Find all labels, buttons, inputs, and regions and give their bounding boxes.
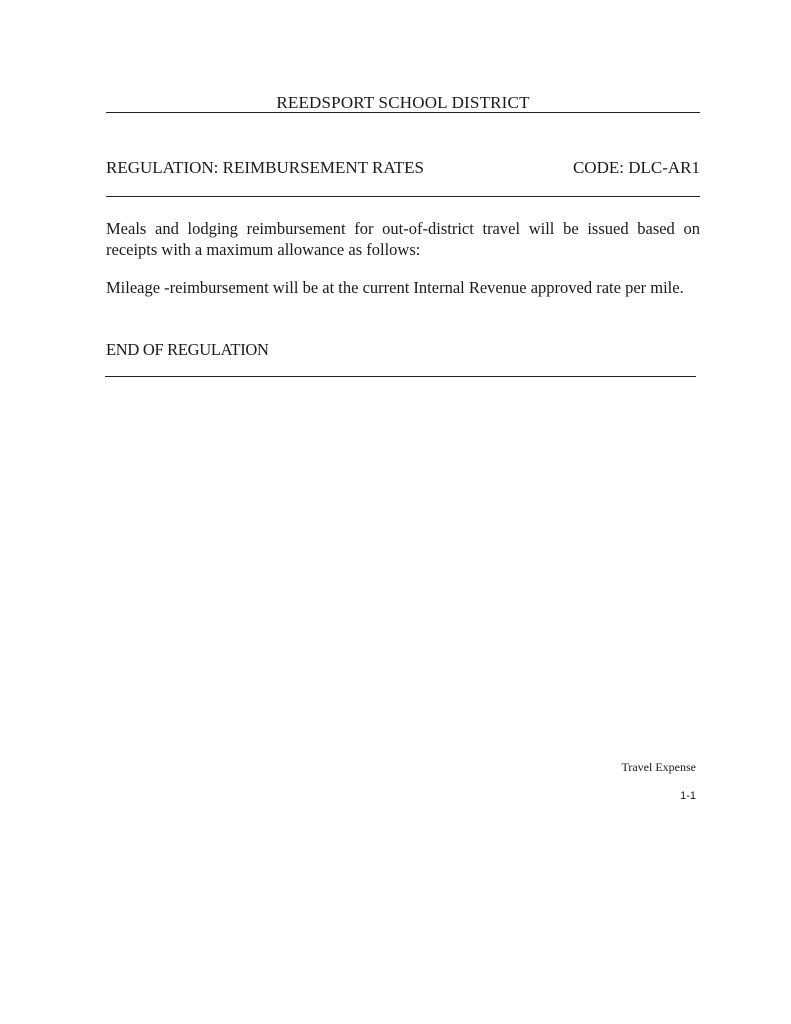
end-of-regulation: END OF REGULATION xyxy=(106,340,269,359)
mileage-paragraph: Mileage -reimbursement will be at the current Internal Revenue approved rate per mile. xyxy=(106,278,684,297)
regulation-title: REGULATION: REIMBURSEMENT RATES xyxy=(106,158,424,177)
header-divider xyxy=(106,112,700,113)
meals-lodging-paragraph: Meals and lodging reimbursement for out-of-district travel will be issued based on receipts with a maximum allowance as follows: xyxy=(106,219,700,259)
end-divider xyxy=(105,376,696,377)
footer-section-title: Travel Expense xyxy=(621,760,696,774)
footer-page-number: 1-1 xyxy=(680,790,696,802)
district-title: REEDSPORT SCHOOL DISTRICT xyxy=(276,93,530,112)
regulation-divider xyxy=(106,196,700,197)
regulation-code: CODE: DLC-AR1 xyxy=(572,158,700,177)
